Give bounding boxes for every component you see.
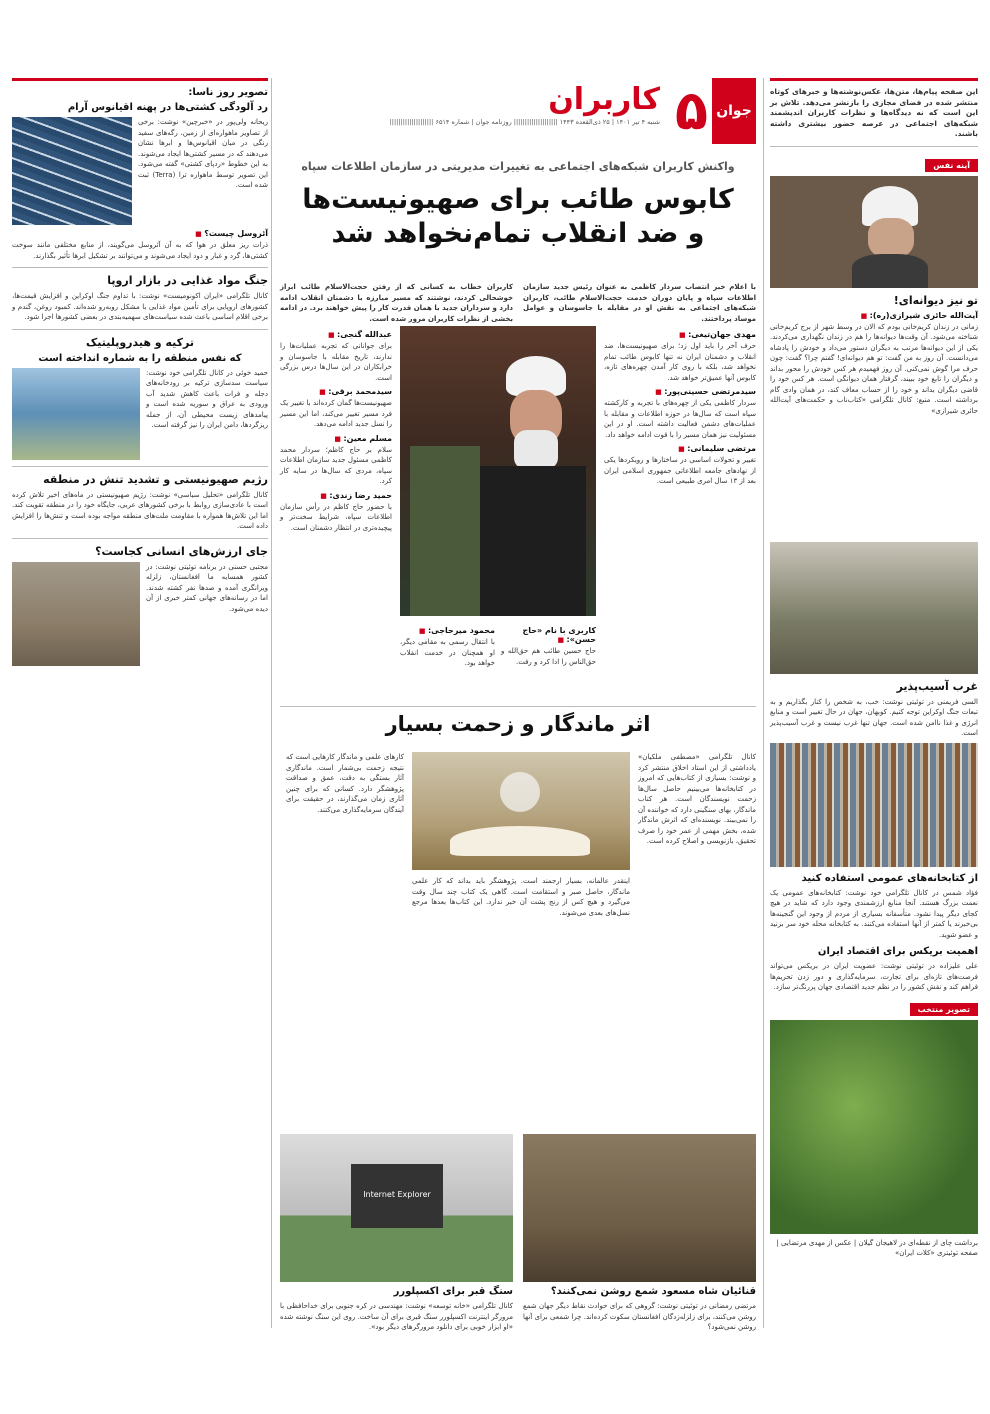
txt-8: حاج حسین طائب هم حق‌الله و حق‌الناس را ادا کرد و رفت. [501,647,596,666]
section-title: کاربران [548,82,660,117]
photo-title: غرب آسیب‌پذیر [896,679,978,693]
story2-col1: کانال تلگرامی «مصطفی ملکیان» یادداشتی از این استاد اخلاق منتشر کرد و نوشت: بسیاری از کتاب‌هایی که امروز در کتابخانه‌ها می‌بینیم حاصل سال‌ها زحمت نویسندگان است. هر کتاب ماندگار، بهای سنگینی دارد که خواننده آن را نمی‌بیند. نویسنده‌ای که اثرش ماندگار شده، بخش مهمی از عمر خود را صرف تحقیق، بازنویسی و اصلاح کرده است. [638,753,756,845]
earthquake-photo [12,562,140,666]
kicker: واکنش کاربران شبکه‌های اجتماعی به تغییرات مدیریتی در سازمان اطلاعات سپاه [301,160,735,173]
sub-8: کاربری با نام «حاج حسن»: ■ [501,626,596,644]
economy-body: علی علیزاده در توئیتی نوشت: عضویت ایران در بریکس می‌تواند فرصت‌های تازه‌ای برای تجارت، سرمایه‌گذاری و دور زدن تحریم‌ها فراهم کند و نقش کشور را در نظم جدید اقتصادی جهان پررنگ‌تر سازد. [770,962,978,991]
library-body: فؤاد شمس در کانال تلگرامی خود نوشت: کتابخانه‌های عمومی یک نعمت بزرگ هستند. آنجا منابع ارزشمندی وجود دارد که شاید در هیچ کجای دیگر پیدا نشود. متأسفانه بسیاری از مردم از وجود این گنجینه‌ها بی‌خبرند یا کمتر از آنها استفاده می‌کنند. به کتابخانه محله خود سر بزنید و عضو شوید. [770,888,978,939]
sub-3: مرتضی سلیمانی: ■ [604,444,756,453]
selected-tag: تصویر منتخب [910,1003,978,1016]
story2-row [280,752,756,1126]
photo-body: السی فریمنی در توئیتی نوشت: خب، به شخص را کنار بگذاریم و به تبعات جنگ اوکراین توجه کنیم. کوبهان، جهان در حال تغییر است و منابع انرژی و غذا ناامن شده است. جهان تنها غرب نیست و غرب آسیب‌پذیر است. [770,697,978,737]
aerosol-body: ذرات ریز معلق در هوا که به آن آئروسل می‌گویند، از منابع مختلفی مانند سوخت کشتی‌ها، گرد و غبار و دود ایجاد می‌شوند و می‌توانند بر تشکیل ابرها تأثیر بگذارند. [12,241,268,260]
nasa-subtitle: رد آلودگی کشتی‌ها در پهنه اقیانوس آرام [67,102,268,113]
story2-col3: کارهای علمی و ماندگار کارهایی است که نتیجه زحمت بی‌شمار است. ماندگاری آثار بستگی به دقت، عمق و صداقت پژوهشگر دارد. کسانی که برای چنین آثاری زمان می‌گذارند، در حقیقت برای آیندگان سرمایه‌گذاری می‌کنند. [286,753,404,814]
ie-body: کانال تلگرامی «خانه توسعه» نوشت: مهندسی در کره جنوبی برای خداحافظی با مرورگر اینترنت اکسپلورر سنگ قبری برای آن ساخت. روی این سنگ نوشته شده «او ابزار خوبی برای دانلود مرورگرهای دیگر بود». [280,1302,513,1331]
txt-4: برای جوانانی که تجربه عملیات‌ها را ندارند، تاریخ مقابله با جاسوسان و خرابکاران در این سال‌ها درس بزرگی است. [280,342,392,382]
poem-author: آیت‌الله حائری شیرازی(ره): ■ [770,311,978,320]
txt-7: با حضور حاج کاظم در رأس سازمان اطلاعات سپاه، شرایط سخت‌تر و پیچیده‌تری در انتظار دشمنان است. [280,502,392,532]
bottom-stories [280,1134,756,1337]
lead-left: کاربران خطاب به کسانی که از رفتن حجت‌الاسلام طائب ابراز خوشحالی کردند، نوشتند که مسیر مبارزه با دشمنان انقلاب ادامه دارد و سرداران جدید با همان قدرت کار را پیش خواهند برد. در ادامه بخشی از نظرات کاربران مرور شده است. [280,283,513,323]
accent-rule-left [12,78,268,81]
sub-5: سیدمحمد برقی: ■ [280,387,392,396]
txt-1: حرف آخر را باید اول زد؛ برای صهیونیست‌ها، ضد انقلاب و دشمنان ایران نه تنها کابوس طائب تمام نخواهد شد، بلکه با روی کار آمدن چهره‌های تازه، کابوس آنها عمیق‌تر خواهد شد. [604,342,756,382]
library-title: از کتابخانه‌های عمومی استفاده کنید [801,872,978,884]
page-number: ۵ [675,79,708,142]
library-photo [770,743,978,867]
sub-4: عبدالله گنجی: ■ [280,330,392,339]
txt-2: سردار کاظمی یکی از چهره‌های با تجربه و کارکشته سپاه است که سال‌ها در حوزه اطلاعات و مقابله با عملیات‌های دشمن فعالیت داشته است. او در این مسئولیت نیز همان مسیر را با قوت ادامه خواهد داد. [604,399,756,439]
txt-6: سلام بر حاج کاظم؛ سردار محمد کاظمی مسئول جدید سازمان اطلاعات سپاه، مردی که سال‌ها در سایه کار کرد. [280,445,392,485]
tea-farm-photo [770,1020,978,1234]
economy-title: اهمیت بریکس برای اقتصاد ایران [817,946,978,957]
selected-caption: برداشت چای از نقطه‌ای در لاهیجان گیلان | عکس از مهدی مرتضایی | صفحه توئیتری «کلات ایران» [776,1238,978,1257]
headline-line-2: و ضد انقلاب تمام‌نخواهد شد [331,218,705,249]
intro-text: این صفحه پیام‌ها، متن‌ها، عکس‌نوشته‌ها و خبرهای کوتاه منتشر شده در فضای مجازی را بازنشر می‌دهد. تلاش بر این است که نه دیدگاه‌ها و نظرات کاربران اندیشمند شبکه‌های اجتماعی در عرصه حضور بیشتری داشته باشند. [770,87,978,138]
main-headline-block [280,160,756,251]
masthead [280,78,756,154]
dateline: شنبه ۴ تیر ۱۴۰۱ | ۲۵ ذی‌القعده ۱۴۴۳ |||||||||||||||||||| روزنامه جوان | شماره ۶۵۱۴ |||||||||||||||||||| [389,118,660,126]
sub-9: محمود میرحاجی: ■ [400,626,495,635]
lead-right: با اعلام خبر انتصاب سردار کاظمی به عنوان رئیس جدید سازمان اطلاعات سپاه و پایان دوران خدمت حجت‌الاسلام طائب، کاربران شبکه‌های اجتماعی به نقش او در مقابله با جاسوسان و عوامل موساد پرداختند. [523,283,756,323]
war-title: جنگ مواد غذایی در بازار اروپا [107,274,268,287]
aerosol-head: آئروسل چیست؟ ■ [12,229,268,238]
story2-col2: اینقدر عالمانه، بسیار ارجمند است. پژوهشگر باید بداند که کار علمی ماندگار، حاصل صبر و استقامت است. گاهی یک کتاب چند سال وقت می‌گیرد و هیچ کس از رنج پشت آن خبر ندارد. این کتاب‌ها بعدها مرجع نسل‌های بعدی می‌شوند. [412,877,630,917]
sub-6: مسلم معین: ■ [280,434,392,443]
nasa-body: ریحانه ولی‌پور در «خبرچین» نوشت: برخی از تصاویر ماهواره‌ای از زمین، رگه‌های سفید رنگی در میان اقیانوس‌ها و ابرها نشان می‌دهند که در مسیر کشتی‌ها ایجاد می‌شوند. به این خطوط «ردپای کشتی» گفته می‌شود. این تصویر توسط ماهواره ترا (Terra) ثبت شده است. [138,118,268,189]
cleric-portrait [770,176,978,288]
right-column [770,78,978,1265]
war-body: کانال تلگرامی «ایران اکونومیست» نوشت: با تداوم جنگ اوکراین و افزایش قیمت‌ها، کشورهای اروپایی برای تأمین مواد غذایی با مشکل روبه‌رو شده‌اند. کمبود روغن، گندم و برخی اقلام اساسی باعث شده سیاست‌های سهمیه‌بندی در بعضی کشورها اجرا شود. [12,292,268,321]
main-text-left [280,326,392,537]
txt-9: با انتقال رسمی به مقامی دیگر، او همچنان در خدمت انقلاب خواهد بود. [400,638,495,667]
nasa-title: تصویر روز ناسا: [188,87,268,98]
values-body: مجتبی حسنی در برنامه توئیتی نوشت: در کشور همسایه ما افغانستان، زلزله ویرانگری آمده و صدها نفر کشته شدند. اما در رسانه‌های جهانی کمتر خبری از آن دیده می‌شود. [146,562,268,613]
generals-photo [400,326,596,616]
soldiers-photo [770,542,978,674]
headline-line-1: کابوس طائب برای صهیونیست‌ها [302,184,734,215]
ie-title: سنگ قبر برای اکسپلورر [393,1286,513,1297]
ocean-satellite-photo [12,117,132,225]
turkey-subtitle: که نفس منطقه را به شماره انداخته است [38,352,242,364]
left-column [12,78,268,666]
poem-title: تو نیز دیوانه‌ای! [893,293,978,307]
ie-gravestone-photo [280,1134,513,1282]
dam-photo [12,368,140,460]
regime-title: رژیم صهیونیستی و تشدید تنش در منطقه [43,472,268,486]
candle-body: مرتضی رمضانی در توئیتی نوشت: گروهی که برای حوادث نقاط دیگر جهان شمع روشن می‌کنند، برای زلزله‌زدگان افغانستان سکوت کرده‌اند. چرا شمعی برای آنها روشن نمی‌شود؟ [523,1302,756,1331]
candle-title: قنائیان شاه مسعود شمع روشن نمی‌کنند؟ [550,1286,756,1297]
main-bottom-row [400,622,596,673]
ie-screen-text: Internet Explorer [351,1164,443,1228]
sub-2: سیدمرتضی حسینی‌پور: ■ [604,387,756,396]
regime-body: کانال تلگرامی «تحلیل سیاسی» نوشت: رژیم صهیونیستی در ماه‌های اخیر تلاش کرده است با عادی‌سازی روابط با برخی کشورهای عربی، جایگاه خود را در منطقه تقویت کند. اما این تلاش‌ها همواره با مقاومت ملت‌های منطقه مواجه بوده است و تنش‌ها را افزایش داده است. [12,490,268,530]
flood-photo [523,1134,756,1282]
txt-5: صهیونیست‌ها گمان کرده‌اند با تغییر یک فرد مسیر تغییر می‌کند، اما این مسیر را نسل جدید ادامه می‌دهد. [280,399,392,428]
section-tag: آینه نفس [925,159,978,172]
turkey-title: ترکیه و هیدروپلیتیک [85,335,195,349]
sub-7: حمید رضا زندی: ■ [280,491,392,500]
lead-row [280,282,756,328]
sub-1: مهدی جهان‌تیغی: ■ [604,330,756,339]
values-title: جای ارزش‌های انسانی کجاست؟ [95,544,268,558]
turkey-body: حمید خوئی در کانال تلگرامی خود نوشت: سیاست سدسازی ترکیه بر رودخانه‌های دجله و فرات باعث کاهش شدید آب ورودی به عراق و سوریه شده است و پیامدهای زیست محیطی آن، از جمله ریزگردها، دامن ایران را نیز گرفته است. [146,368,268,429]
main-text-right [604,326,756,491]
paper-logo: جوان [712,78,756,144]
book-photo [412,752,630,870]
txt-3: تغییر و تحولات اساسی در ساختارها و رویکردها یکی از نهادهای جامعه اطلاعاتی جمهوری اسلامی ایران بعد از ۱۳ سال امری طبیعی است. [604,456,756,485]
poem-body: زمانی در زندان کریم‌خانی بودم که الان در وسط شهر از برج کریم‌خانی شناخته می‌شود. آن وقت‌ها دیوانه‌ها را هم در زندان نگهداری می‌کردند. یکی از این دیوانه‌ها مرتب به دیگران دستور می‌داد و خودش را پادشاه می‌دانست. آن روز به من گفت: تو هم دیوانه‌ای! گفتم چرا؟ گفت: چون حرف مرا گوش نمی‌کنی. آن روز فهمیدم هر کس خودش را محور بداند و دیگران را تابع خود ببیند، گرفتار همان دیوانگی است. هر کس خود را قاضی دیگران بداند و خود را از حساب معاف کند، در همان وادی گام برداشته است. منبع: کانال تلگرامی «کتاب‌ناب و حکمت‌های آیت‌الله حائری شیرازی» [770,322,978,415]
accent-rule [770,78,978,81]
story2-title: اثر ماندگار و زحمت بسیار [385,712,651,736]
